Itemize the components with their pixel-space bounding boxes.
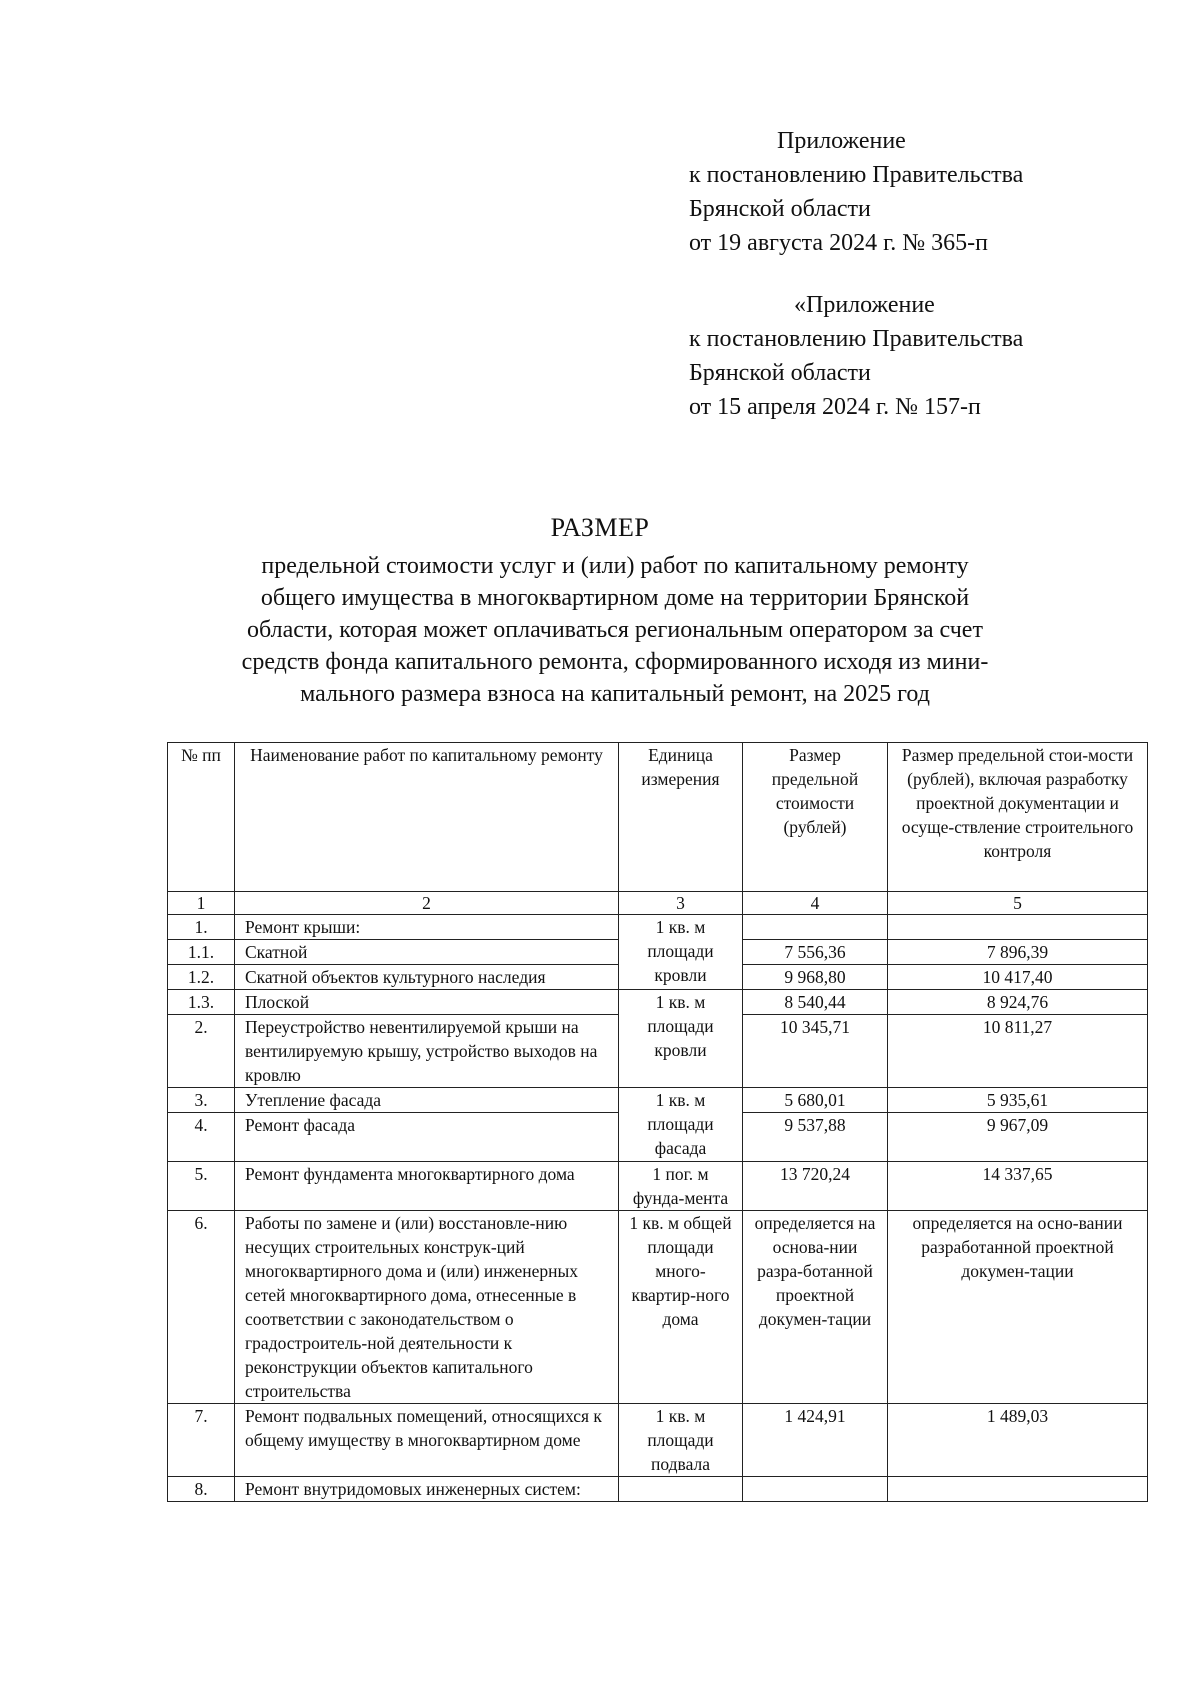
table-row bbox=[168, 1211, 1148, 1404]
document-subtitle bbox=[150, 550, 1080, 710]
row-num: 1.2. bbox=[168, 965, 235, 990]
subtitle-line: предельной стоимости услуг и (или) работ по капитальному ремонту bbox=[261, 553, 969, 579]
row-cost-full bbox=[888, 1477, 1148, 1502]
row-name: Работы по замене и (или) восстановле-нию несущих строительных конструк-ций многоквартирного дома и (или) инженерных сетей многоквартирного дома, отнесенные в соответствии с законодательством о градостроитель-ной деятельности к реконструкции объектов капитального строительства bbox=[235, 1211, 619, 1404]
subtitle-line: общего имущества в многоквартирном доме на территории Брянской bbox=[260, 585, 970, 611]
row-name: Ремонт подвальных помещений, относящихся к общему имуществу в многоквартирном доме bbox=[235, 1404, 619, 1477]
row-cost: 9 968,80 bbox=[743, 965, 888, 990]
row-cost bbox=[743, 1477, 888, 1502]
row-num: 3. bbox=[168, 1088, 235, 1113]
row-cost: 7 556,36 bbox=[743, 940, 888, 965]
subtitle-line: области, которая может оплачиваться региональным оператором за счет bbox=[247, 617, 983, 643]
column-number-row bbox=[168, 892, 1148, 915]
row-unit: 1 кв. м площади фасада bbox=[619, 1088, 743, 1162]
row-cost-full: 8 924,76 bbox=[888, 990, 1148, 1015]
row-cost-full: 10 811,27 bbox=[888, 1015, 1148, 1088]
table-header-row bbox=[168, 743, 1148, 892]
row-cost: 5 680,01 bbox=[743, 1088, 888, 1113]
appendix-region-line: Брянской области bbox=[689, 360, 871, 386]
row-name: Скатной bbox=[235, 940, 619, 965]
row-num: 2. bbox=[168, 1015, 235, 1088]
row-cost-full: 10 417,40 bbox=[888, 965, 1148, 990]
row-cost-full bbox=[888, 915, 1148, 940]
appendix-current-stamp bbox=[689, 124, 1023, 260]
row-name: Утепление фасада bbox=[235, 1088, 619, 1113]
row-cost bbox=[743, 915, 888, 940]
row-cost: 1 424,91 bbox=[743, 1404, 888, 1477]
row-cost-full: 9 967,09 bbox=[888, 1113, 1148, 1162]
table-row bbox=[168, 1404, 1148, 1477]
header-name: Наименование работ по капитальному ремонту bbox=[235, 743, 619, 892]
row-num: 7. bbox=[168, 1404, 235, 1477]
row-name: Ремонт крыши: bbox=[235, 915, 619, 940]
appendix-label: «Приложение bbox=[794, 292, 935, 318]
column-number: 4 bbox=[743, 892, 888, 915]
row-unit bbox=[619, 1477, 743, 1502]
appendix-resolution-line: к постановлению Правительства bbox=[689, 326, 1024, 352]
appendix-date-line: от 19 августа 2024 г. № 365-п bbox=[689, 230, 988, 256]
row-unit: 1 кв. м общей площади много-квартир-ного дома bbox=[619, 1211, 743, 1404]
table-row bbox=[168, 990, 1148, 1015]
header-cost: Размер предельной стоимости (рублей) bbox=[743, 743, 888, 892]
column-number: 3 bbox=[619, 892, 743, 915]
row-num: 6. bbox=[168, 1211, 235, 1404]
row-num: 5. bbox=[168, 1162, 235, 1211]
row-num: 1. bbox=[168, 915, 235, 940]
row-unit: 1 кв. м площади подвала bbox=[619, 1404, 743, 1477]
subtitle-line: мального размера взноса на капитальный ремонт, на 2025 год bbox=[300, 681, 930, 707]
header-unit: Единица измерения bbox=[619, 743, 743, 892]
row-num: 4. bbox=[168, 1113, 235, 1162]
table-row bbox=[168, 1088, 1148, 1113]
table-row bbox=[168, 1162, 1148, 1211]
row-unit: 1 кв. м площади кровли bbox=[619, 990, 743, 1088]
document-title: РАЗМЕР bbox=[550, 513, 650, 542]
row-cost: 10 345,71 bbox=[743, 1015, 888, 1088]
row-cost-full: 14 337,65 bbox=[888, 1162, 1148, 1211]
row-name: Переустройство невентилируемой крыши на вентилируемую крышу, устройство выходов на кровлю bbox=[235, 1015, 619, 1088]
column-number: 1 bbox=[168, 892, 235, 915]
row-cost-full: определяется на осно-вании разработанной проектной докумен-тации bbox=[888, 1211, 1148, 1404]
row-cost: 9 537,88 bbox=[743, 1113, 888, 1162]
row-name: Скатной объектов культурного наследия bbox=[235, 965, 619, 990]
row-name: Ремонт фасада bbox=[235, 1113, 619, 1162]
row-cost: 13 720,24 bbox=[743, 1162, 888, 1211]
table-row bbox=[168, 915, 1148, 940]
appendix-label: Приложение bbox=[777, 128, 906, 154]
appendix-previous-stamp bbox=[689, 288, 1023, 424]
row-num: 8. bbox=[168, 1477, 235, 1502]
works-cost-table bbox=[167, 742, 1148, 1502]
row-cost-full: 5 935,61 bbox=[888, 1088, 1148, 1113]
row-name: Ремонт внутридомовых инженерных систем: bbox=[235, 1477, 619, 1502]
row-num: 1.1. bbox=[168, 940, 235, 965]
row-name: Плоской bbox=[235, 990, 619, 1015]
row-cost-full: 7 896,39 bbox=[888, 940, 1148, 965]
table-row bbox=[168, 1477, 1148, 1502]
subtitle-line: средств фонда капитального ремонта, сформированного исходя из мини- bbox=[241, 649, 989, 675]
row-num: 1.3. bbox=[168, 990, 235, 1015]
appendix-date-line: от 15 апреля 2024 г. № 157-п bbox=[689, 394, 981, 420]
column-number: 2 bbox=[235, 892, 619, 915]
row-cost: 8 540,44 bbox=[743, 990, 888, 1015]
header-cost-full: Размер предельной стои-мости (рублей), включая разработку проектной документации и осуще-ствление строительного контроля bbox=[888, 743, 1148, 892]
row-name: Ремонт фундамента многоквартирного дома bbox=[235, 1162, 619, 1211]
header-num: № пп bbox=[168, 743, 235, 892]
column-number: 5 bbox=[888, 892, 1148, 915]
row-unit: 1 кв. м площади кровли bbox=[619, 915, 743, 990]
row-unit: 1 пог. м фунда-мента bbox=[619, 1162, 743, 1211]
appendix-region-line: Брянской области bbox=[689, 196, 871, 222]
row-cost: определяется на основа-нии разра-ботанной проектной докумен-тации bbox=[743, 1211, 888, 1404]
appendix-resolution-line: к постановлению Правительства bbox=[689, 162, 1024, 188]
row-cost-full: 1 489,03 bbox=[888, 1404, 1148, 1477]
